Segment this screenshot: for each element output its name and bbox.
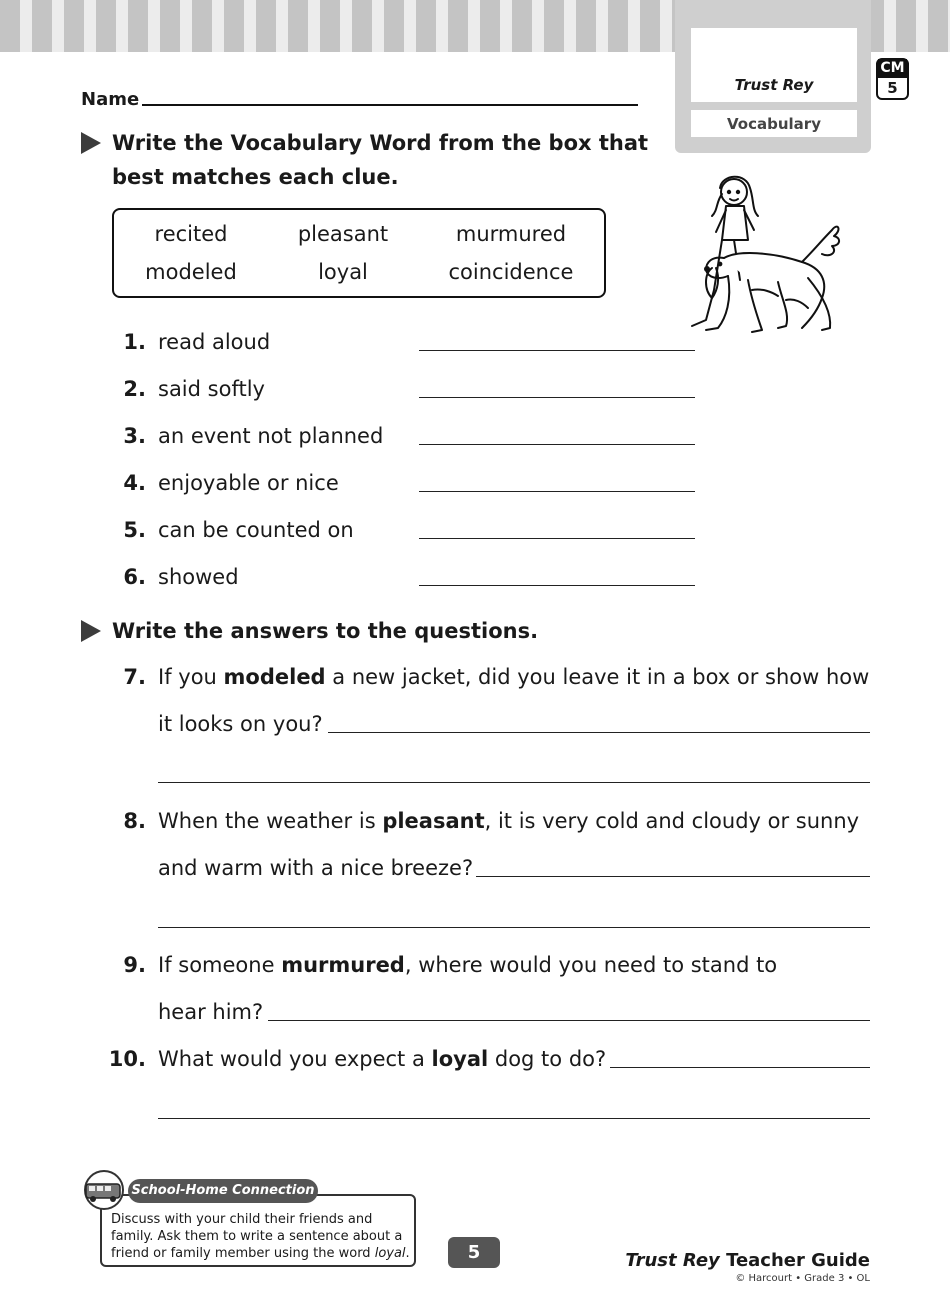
clue-text: read aloud	[158, 330, 271, 354]
question-number: 7.	[123, 665, 146, 689]
clue-answer-line[interactable]	[419, 444, 695, 445]
question-line1: When the weather is pleasant, it is very cold and cloudy or sunny	[158, 809, 860, 833]
vocab-word: coincidence	[448, 260, 574, 284]
vocab-word: modeled	[145, 260, 237, 284]
guide-title: Trust Rey Teacher Guide	[625, 1250, 870, 1271]
question-answer-line[interactable]	[476, 876, 870, 877]
clue-text: enjoyable or nice	[158, 471, 339, 495]
clue-number: 4.	[123, 471, 146, 495]
vocab-word: recited	[154, 222, 228, 246]
question-answer-line[interactable]	[158, 782, 870, 783]
school-home-connection-text: Discuss with your child their friends and family. Ask them to write a sentence about a friend or family member using the word loyal.	[111, 1212, 410, 1261]
question-line1: What would you expect a loyal dog to do?	[158, 1047, 607, 1071]
question-number: 10.	[108, 1047, 146, 1071]
girl-and-dog-illustration	[682, 170, 852, 345]
question-line2: and warm with a nice breeze?	[158, 856, 474, 880]
page-number: 5	[448, 1237, 500, 1268]
cm-badge-number: 5	[887, 79, 898, 97]
clue-answer-line[interactable]	[419, 585, 695, 586]
clue-number: 5.	[123, 518, 146, 542]
question-line2: hear him?	[158, 1000, 264, 1024]
clue-answer-line[interactable]	[419, 350, 695, 351]
name-label: Name	[81, 89, 140, 110]
story-title: Trust Rey	[734, 76, 814, 94]
school-home-connection-title: School-Home Connection	[128, 1179, 318, 1203]
question-answer-line[interactable]	[268, 1020, 870, 1021]
clue-text: said softly	[158, 377, 265, 401]
copyright-line: © Harcourt • Grade 3 • OL	[735, 1273, 870, 1284]
section-label: Vocabulary	[727, 115, 821, 133]
question-line2: it looks on you?	[158, 712, 323, 736]
clue-answer-line[interactable]	[419, 538, 695, 539]
instruction-part1-line1: Write the Vocabulary Word from the box that	[112, 131, 649, 155]
clue-text: showed	[158, 565, 239, 589]
vocab-word: murmured	[455, 222, 567, 246]
clue-number: 2.	[123, 377, 146, 401]
vocab-word: loyal	[318, 260, 368, 284]
question-answer-line[interactable]	[158, 1118, 870, 1119]
question-number: 9.	[123, 953, 146, 977]
clue-number: 6.	[123, 565, 146, 589]
clue-number: 3.	[123, 424, 146, 448]
clue-text: can be counted on	[158, 518, 354, 542]
question-line1: If you modeled a new jacket, did you leave it in a box or show how	[158, 665, 870, 689]
instruction-part1-line2: best matches each clue.	[112, 165, 399, 189]
question-line1: If someone murmured, where would you need to stand to	[158, 953, 778, 977]
arrow-bullet-icon	[81, 132, 101, 154]
instruction-part2: Write the answers to the questions.	[112, 619, 539, 643]
question-answer-line[interactable]	[158, 927, 870, 928]
clue-answer-line[interactable]	[419, 491, 695, 492]
question-answer-line[interactable]	[328, 732, 870, 733]
arrow-bullet-icon	[81, 620, 101, 642]
clue-answer-line[interactable]	[419, 397, 695, 398]
vocab-word: pleasant	[297, 222, 389, 246]
question-answer-line[interactable]	[610, 1067, 870, 1068]
cm-badge-label: CM	[878, 59, 907, 78]
clue-text: an event not planned	[158, 424, 384, 448]
question-number: 8.	[123, 809, 146, 833]
clue-number: 1.	[123, 330, 146, 354]
name-answer-line[interactable]	[142, 104, 638, 106]
school-bus-icon	[80, 1170, 132, 1210]
